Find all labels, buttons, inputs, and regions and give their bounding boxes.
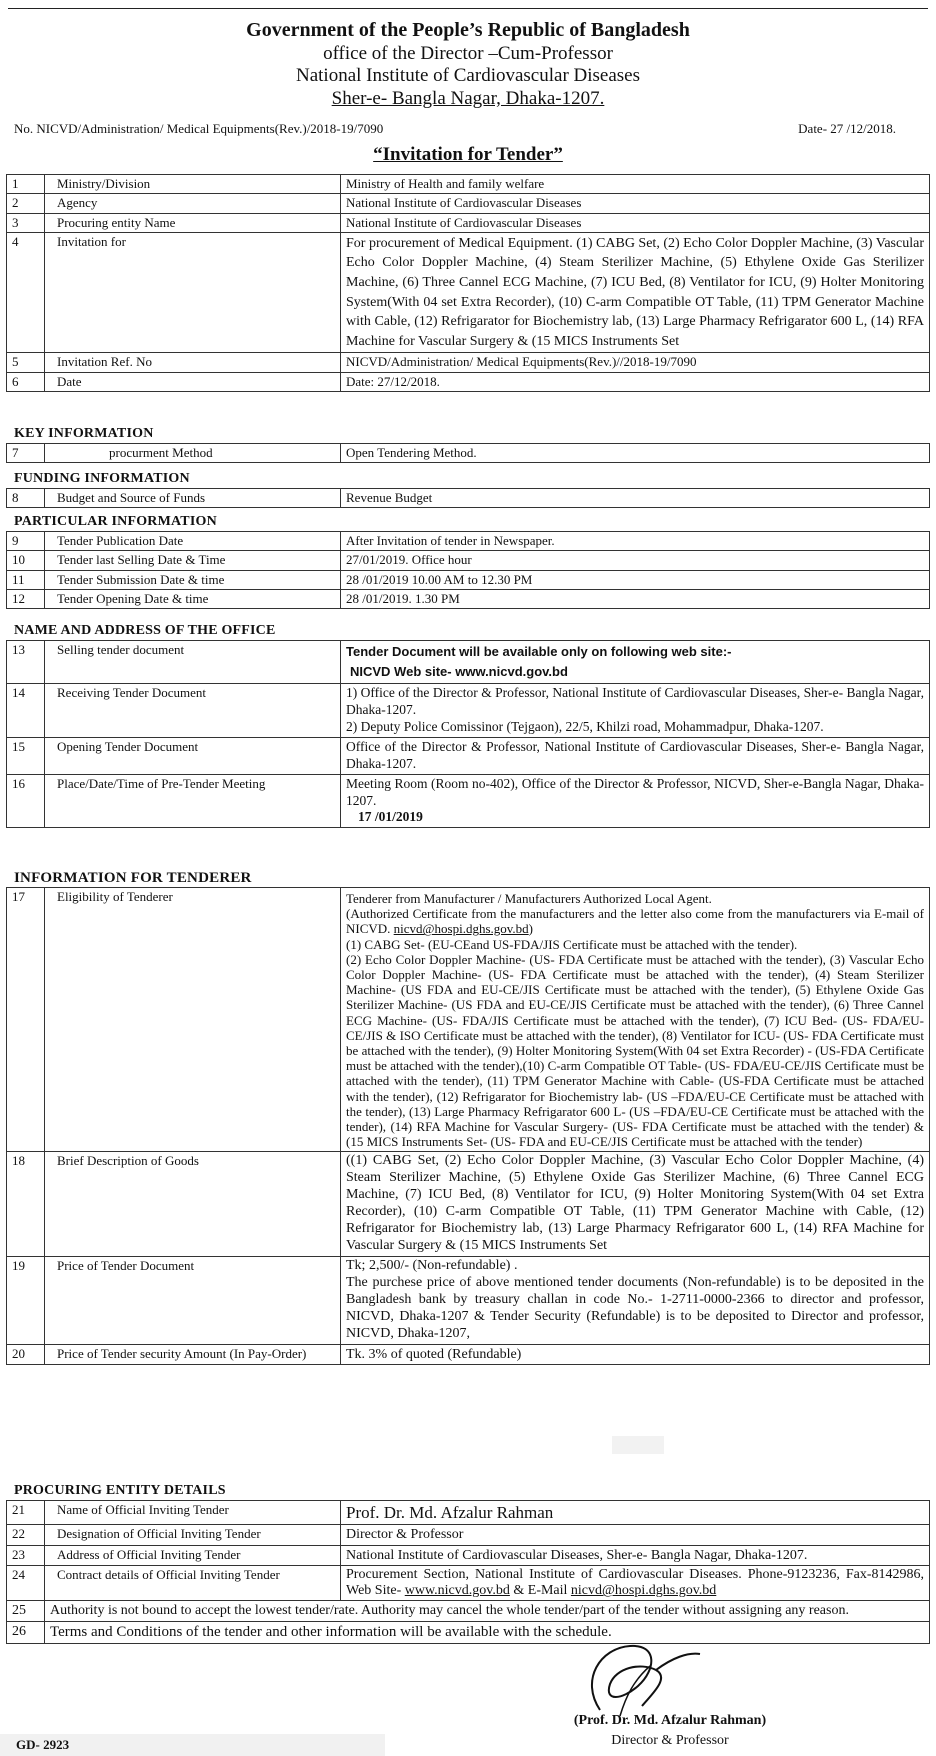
header-address: Sher-e- Bangla Nagar, Dhaka-1207. <box>331 88 605 109</box>
row-label: Tender Publication Date <box>45 532 341 551</box>
signatory-title: Director & Professor <box>611 1733 729 1748</box>
row-value: 28 /01/2019. 1.30 PM <box>341 589 930 608</box>
row-number: 16 <box>7 774 45 828</box>
row-value <box>341 774 930 828</box>
row-number: 2 <box>7 194 45 213</box>
header-office: office of the Director –Cum-Professor <box>323 43 613 64</box>
section-key-information: KEY INFORMATION <box>14 426 154 441</box>
eligibility-cabg: (1) CABG Set- (EU-CEand US-FDA/JIS Certificate must be attached with the tender). <box>346 936 798 952</box>
table-row <box>7 444 930 463</box>
row-label: procurment Method <box>45 444 341 463</box>
row-label: Tender Submission Date & time <box>45 570 341 589</box>
row-number: 25 <box>7 1601 45 1622</box>
row-label: Date <box>45 372 341 391</box>
row-value: Director & Professor <box>341 1525 930 1546</box>
row-label: Receiving Tender Document <box>45 684 341 738</box>
table-row <box>7 1152 930 1257</box>
row-value <box>341 1566 930 1601</box>
row-number: 6 <box>7 372 45 391</box>
row-value: For procurement of Medical Equipment. (1) CABG Set, (2) Echo Color Doppler Machine, (3) Vascular Echo Color Doppler Machine, (4) Steam Sterilizer Machine, (5) Ethylene Oxide Gas Sterilizer Machine, (6) Three Cannel ECG Machine, (7) ICU Bed, (8) Ventilator for ICU, (9) Holter Monitoring System(With 04 set Extra Recorder), (10) C-arm Compatible OT Table, (11) TPM Generator Machine with Cable, (12) Refrigarator for Biochemistry lab, (13) Large Pharmacy Refrigarator 600 L, (14) RFA Machine for Vascular Surgery & (15 MICS Instruments Set <box>341 232 930 353</box>
table-row <box>7 737 930 774</box>
table-row <box>7 1545 930 1566</box>
row-label: Address of Official Inviting Tender <box>45 1545 341 1566</box>
table-row <box>7 684 930 738</box>
page-title: “Invitation for Tender” <box>373 144 563 165</box>
tender-price-note: The purchese price of above mentioned tender documents (Non-refundable) is to be deposited in the Bangladesh bank by treasury challan in code No.- 1-2711-0000-2366 to director and professor, NICVD, Dhaka-1207 & Tender Security (Refundable) is to be deposited to Director and professor, NICVD, Dhaka-1207, <box>346 1275 924 1341</box>
row-number: 7 <box>7 444 45 463</box>
row-value <box>341 641 930 684</box>
row-number: 11 <box>7 570 45 589</box>
key-info-table <box>6 443 930 463</box>
meeting-place: Meeting Room (Room no-402), Office of the Director & Professor, NICVD, Sher-e-Bangla Nagar, Dhaka-1207. <box>346 775 924 808</box>
row-number: 10 <box>7 551 45 570</box>
row-number: 13 <box>7 641 45 684</box>
row-value: Terms and Conditions of the tender and other information will be available with the schedule. <box>45 1621 930 1643</box>
website-link[interactable]: www.nicvd.gov.bd <box>404 1583 510 1599</box>
row-number: 23 <box>7 1545 45 1566</box>
row-value: Date: 27/12/2018. <box>341 372 930 391</box>
table-row <box>7 353 930 372</box>
row-value: National Institute of Cardiovascular Diseases <box>341 213 930 232</box>
row-label: Price of Tender Document <box>45 1257 341 1345</box>
row-number: 15 <box>7 737 45 774</box>
row-value: Ministry of Health and family welfare <box>341 175 930 194</box>
row-number: 3 <box>7 213 45 232</box>
table-row <box>7 589 930 608</box>
receiving-place-1: 1) Office of the Director & Professor, National Institute of Cardiovascular Diseases, Sher-e- Bangla Nagar, Dhaka-1207. <box>346 685 924 718</box>
row-value <box>341 888 930 1152</box>
section-funding-information: FUNDING INFORMATION <box>14 471 190 486</box>
email-link[interactable]: nicvd@hospi.dghs.gov.bd <box>570 1583 717 1599</box>
row-label: Invitation Ref. No <box>45 353 341 372</box>
eligibility-authorization: (Authorized Certificate from the manufacturers and the letter also come from the manufacturers via E-mail of NICVD. <box>346 906 924 937</box>
row-number: 18 <box>7 1152 45 1257</box>
reference-number: No. NICVD/Administration/ Medical Equipments(Rev.)/2018-19/7090 <box>14 121 384 136</box>
row-number: 4 <box>7 232 45 353</box>
table-row <box>7 1344 930 1365</box>
row-value: After Invitation of tender in Newspaper. <box>341 532 930 551</box>
row-value <box>341 1257 930 1345</box>
row-value: NICVD/Administration/ Medical Equipments(Rev.)//2018-19/7090 <box>341 353 930 372</box>
row-number: 8 <box>7 489 45 508</box>
row-label: Procuring entity Name <box>45 213 341 232</box>
table-row <box>7 532 930 551</box>
row-number: 24 <box>7 1566 45 1601</box>
header-government: Government of the People’s Republic of Bangladesh <box>246 19 690 41</box>
header-institute: National Institute of Cardiovascular Diseases <box>295 65 640 86</box>
table-row <box>7 774 930 828</box>
gd-code: GD- 2923 <box>0 1734 385 1756</box>
eligibility-line-1: Tenderer from Manufacturer / Manufacturers Authorized Local Agent. <box>346 891 712 906</box>
row-label: Name of Official Inviting Tender <box>45 1501 341 1525</box>
row-value: Revenue Budget <box>341 489 930 508</box>
row-value: 28 /01/2019 10.00 AM to 12.30 PM <box>341 570 930 589</box>
row-label: Invitation for <box>45 232 341 353</box>
table-row <box>7 372 930 391</box>
signatory-name: (Prof. Dr. Md. Afzalur Rahman) <box>573 1713 767 1728</box>
row-value: Open Tendering Method. <box>341 444 930 463</box>
row-value: Office of the Director & Professor, National Institute of Cardiovascular Diseases, Sher-e- Bangla Nagar, Dhaka-1207. <box>341 737 930 774</box>
row-value: Authority is not bound to accept the lowest tender/rate. Authority may cancel the whole tender/part of the tender without assigning any reason. <box>45 1601 930 1622</box>
row-number: 20 <box>7 1344 45 1365</box>
website-address: NICVD Web site- www.nicvd.gov.bd <box>350 664 568 680</box>
meeting-date: 17 /01/2019 <box>358 809 423 825</box>
eligibility-certificates: (2) Echo Color Doppler Machine- (US- FDA Certificate must be attached with the tender), (3) Vascular Echo Color Doppler Machine- (US- FDA Certificate must be attached with the tender), (4) Steam Sterilizer Machine- (US FDA and EU-CE/JIS Certificate must be attached with the tender), (5) Ethylene Oxide Gas Sterilizer Machine- (US FDA and EU-CE/JIS Certificate must be attached with the tender), (6) Three Cannel ECG Machine- (US- FDA/JIS Certificate must be attached with the tender), (7) ICU Bed- (US- FDA/EU-CE/JIS & ISO Certificate must be attached with the tender), (8) Ventilator for ICU- (US- FDA Certificate must be attached with the tender), (9) Holter Monitoring System(With 04 set Extra Recorder) - (US-FDA Certificate must be attached with the tender),(10) C-arm Compatible OT Table- (US- FDA/EU-CE/JIS Certificate must be attached with the tender), (11) TPM Generator Machine with Cable- (US-FDA Certificate must be attached with the tender), (12) Refrigarator for Biochemistry lab- (US –FDA/EU-CE Certificate must be attached with the tender), (13) Large Pharmacy Refrigarator 600 L- (US –FDA/EU-CE Certificate must be attached with the tender), (14) RFA Machine for Vascular Surgery- (US- FDA Certificate must be attached with the tender) & (15 MICS Instruments Set- (US- FDA and EU-CE/JIS Certificate must be attached with the tender) <box>346 951 924 1150</box>
table-row <box>7 1566 930 1601</box>
scan-smudge <box>612 1436 664 1454</box>
email-label: & E-Mail <box>513 1583 568 1599</box>
row-label: Selling tender document <box>45 641 341 684</box>
row-value <box>341 684 930 738</box>
email-link[interactable]: nicvd@hospi.dghs.gov.bd <box>393 921 529 937</box>
tender-price: Tk; 2,500/- (Non-refundable) . <box>346 1258 518 1274</box>
office-table <box>6 640 930 828</box>
table-row <box>7 888 930 1152</box>
reference-date: Date- 27 /12/2018. <box>798 121 896 136</box>
table-row <box>7 551 930 570</box>
row-label: Contract details of Official Inviting Tender <box>45 1566 341 1601</box>
row-label: Brief Description of Goods <box>45 1152 341 1257</box>
row-number: 21 <box>7 1501 45 1525</box>
row-label: Ministry/Division <box>45 175 341 194</box>
table-row <box>7 1257 930 1345</box>
particular-info-table <box>6 531 930 609</box>
row-number: 22 <box>7 1525 45 1546</box>
general-info-table <box>6 174 930 392</box>
table-row <box>7 194 930 213</box>
row-number: 19 <box>7 1257 45 1345</box>
table-row <box>7 1501 930 1525</box>
section-particular-information: PARTICULAR INFORMATION <box>14 514 217 529</box>
row-label: Opening Tender Document <box>45 737 341 774</box>
row-number: 1 <box>7 175 45 194</box>
row-number: 12 <box>7 589 45 608</box>
row-number: 26 <box>7 1621 45 1643</box>
section-procuring-entity: PROCURING ENTITY DETAILS <box>14 1483 226 1498</box>
table-row <box>7 1621 930 1643</box>
table-row <box>7 1525 930 1546</box>
section-office-address: NAME AND ADDRESS OF THE OFFICE <box>14 623 276 638</box>
table-row <box>7 570 930 589</box>
table-row <box>7 232 930 353</box>
row-value: 27/01/2019. Office hour <box>341 551 930 570</box>
row-value: ((1) CABG Set, (2) Echo Color Doppler Machine, (3) Vascular Echo Color Doppler Machine, (4) Steam Sterilizer Machine, (5) Ethylene Oxide Gas Sterilizer Machine, (6) Three Cannel ECG Machine, (7) ICU Bed, (8) Ventilator for ICU, (9) Holter Monitoring System(With 04 set Extra Recorder), (10) C-arm Compatible OT Table, (11) TPM Generator Machine with Cable, (12) Refrigarator for Biochemistry lab, (13) Large Pharmacy Refrigarator 600 L, (14) RFA Machine for Vascular Surgery & (15 MICS Instruments Set <box>341 1152 930 1257</box>
signature-drawing <box>560 1640 760 1720</box>
section-tenderer-information: INFORMATION FOR TENDERER <box>14 870 252 886</box>
table-row <box>7 641 930 684</box>
funding-table <box>6 488 930 508</box>
row-value: National Institute of Cardiovascular Diseases <box>341 194 930 213</box>
eligibility-line-2: (Authorized Certificate from the manufacturers and the letter also come from the manufacturers via E-mail of NICVD. nicvd@hospi.dghs.gov.bd) <box>346 906 924 937</box>
row-number: 14 <box>7 684 45 738</box>
row-label: Price of Tender security Amount (In Pay-Order) <box>45 1344 341 1365</box>
table-row <box>7 175 930 194</box>
row-label: Budget and Source of Funds <box>45 489 341 508</box>
tenderer-table <box>6 887 930 1365</box>
table-row <box>7 489 930 508</box>
table-row <box>7 213 930 232</box>
row-label: Designation of Official Inviting Tender <box>45 1525 341 1546</box>
row-number: 5 <box>7 353 45 372</box>
receiving-place-2: 2) Deputy Police Comissinor (Tejgaon), 22/5, Khilzi road, Mohammadpur, Dhaka-1207. <box>346 719 824 735</box>
row-value: Prof. Dr. Md. Afzalur Rahman <box>341 1501 930 1525</box>
row-label: Tender Opening Date & time <box>45 589 341 608</box>
website-notice: Tender Document will be available only on following web site:- <box>346 644 732 659</box>
row-label: Tender last Selling Date & Time <box>45 551 341 570</box>
row-label: Agency <box>45 194 341 213</box>
row-value: Tk. 3% of quoted (Refundable) <box>341 1344 930 1365</box>
row-label: Eligibility of Tenderer <box>45 888 341 1152</box>
reference-line <box>14 121 896 137</box>
procuring-table <box>6 1500 930 1644</box>
top-rule <box>8 8 928 9</box>
contract-details: Procurement Section, National Institute of Cardiovascular Diseases. Phone-9123236, Fax-8142986, Web Site- <box>346 1567 924 1599</box>
row-value: National Institute of Cardiovascular Diseases, Sher-e- Bangla Nagar, Dhaka-1207. <box>341 1545 930 1566</box>
table-row <box>7 1601 930 1622</box>
row-label: Place/Date/Time of Pre-Tender Meeting <box>45 774 341 828</box>
row-number: 9 <box>7 532 45 551</box>
row-number: 17 <box>7 888 45 1152</box>
